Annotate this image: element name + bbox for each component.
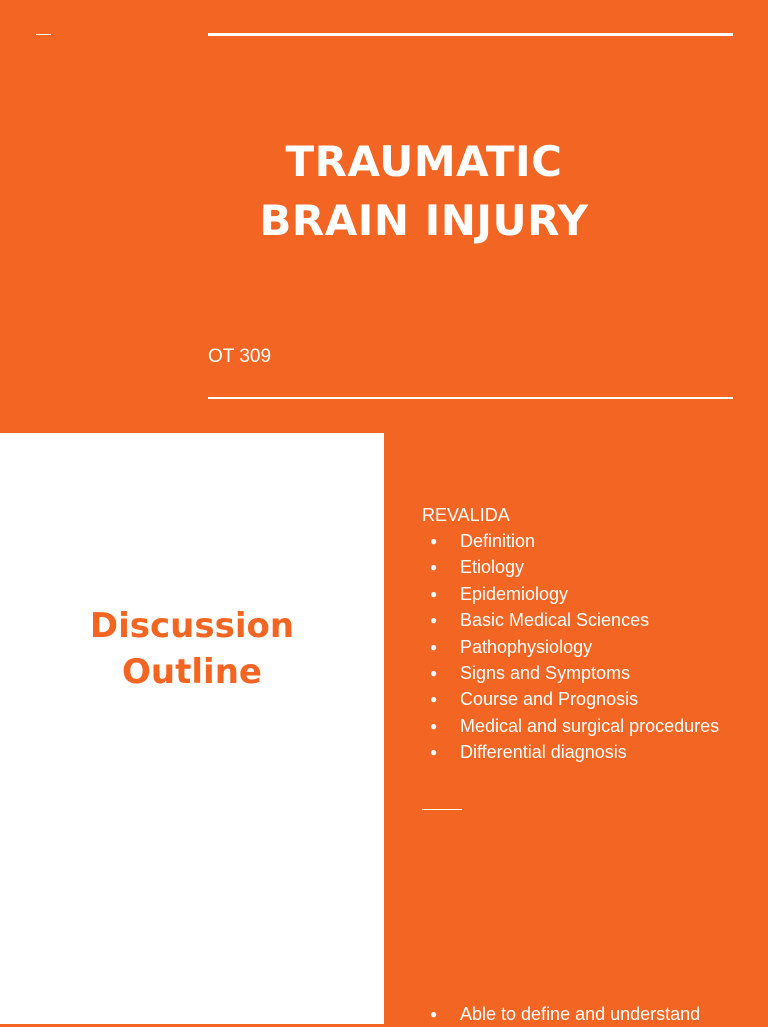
topic-label: Signs and Symptoms [460, 663, 631, 684]
bullet-icon: ● [430, 745, 438, 760]
topic-label: Pathophysiology [460, 636, 593, 657]
outline-heading-line-1: Discussion [89, 606, 295, 646]
bottom-divider [208, 397, 733, 399]
outline-content-panel [384, 433, 768, 1024]
topic-item [422, 528, 762, 554]
topic-item [422, 713, 762, 739]
short-divider [422, 809, 462, 810]
topic-item [422, 660, 762, 686]
topic-label: Differential diagnosis [460, 742, 627, 763]
bullet-icon: ● [430, 586, 438, 601]
topic-item [422, 581, 762, 607]
bullet-icon: ● [430, 1007, 438, 1021]
topic-label: Etiology [460, 557, 525, 578]
topic-label: Course and Prognosis [460, 689, 639, 710]
bullet-icon: ● [430, 613, 438, 628]
title-line-2: BRAIN INJURY [259, 196, 589, 245]
outline-heading [0, 603, 384, 695]
outline-heading-line-2: Outline [122, 652, 262, 692]
bullet-icon: ● [430, 666, 438, 681]
topic-label: Definition [460, 531, 536, 551]
topic-item [422, 739, 762, 765]
objective-item [422, 1001, 768, 1027]
topic-label: Epidemiology [460, 583, 569, 604]
bullet-icon: ● [430, 718, 438, 733]
topic-item [422, 634, 762, 660]
title-slide [0, 0, 768, 433]
topic-label: Basic Medical Sciences [460, 610, 650, 631]
bullet-icon: ● [430, 692, 438, 707]
title-line-1: TRAUMATIC [285, 137, 563, 186]
topic-label: Medical and surgical procedures [460, 715, 720, 736]
top-divider [208, 33, 733, 36]
topic-item [422, 554, 762, 580]
corner-dash [36, 34, 51, 35]
bullet-icon: ● [430, 639, 438, 654]
objective-list [422, 1001, 768, 1027]
course-code: OT 309 [208, 346, 272, 367]
topic-item [422, 686, 762, 712]
bullet-icon: ● [430, 560, 438, 575]
bullet-icon: ● [430, 534, 438, 548]
outline-heading-panel [0, 433, 384, 1024]
slide-title [208, 132, 640, 250]
objective-label: Able to define and understand [460, 1004, 701, 1024]
section-label: REVALIDA [422, 505, 510, 525]
topic-item [422, 607, 762, 633]
topic-list [422, 528, 762, 766]
